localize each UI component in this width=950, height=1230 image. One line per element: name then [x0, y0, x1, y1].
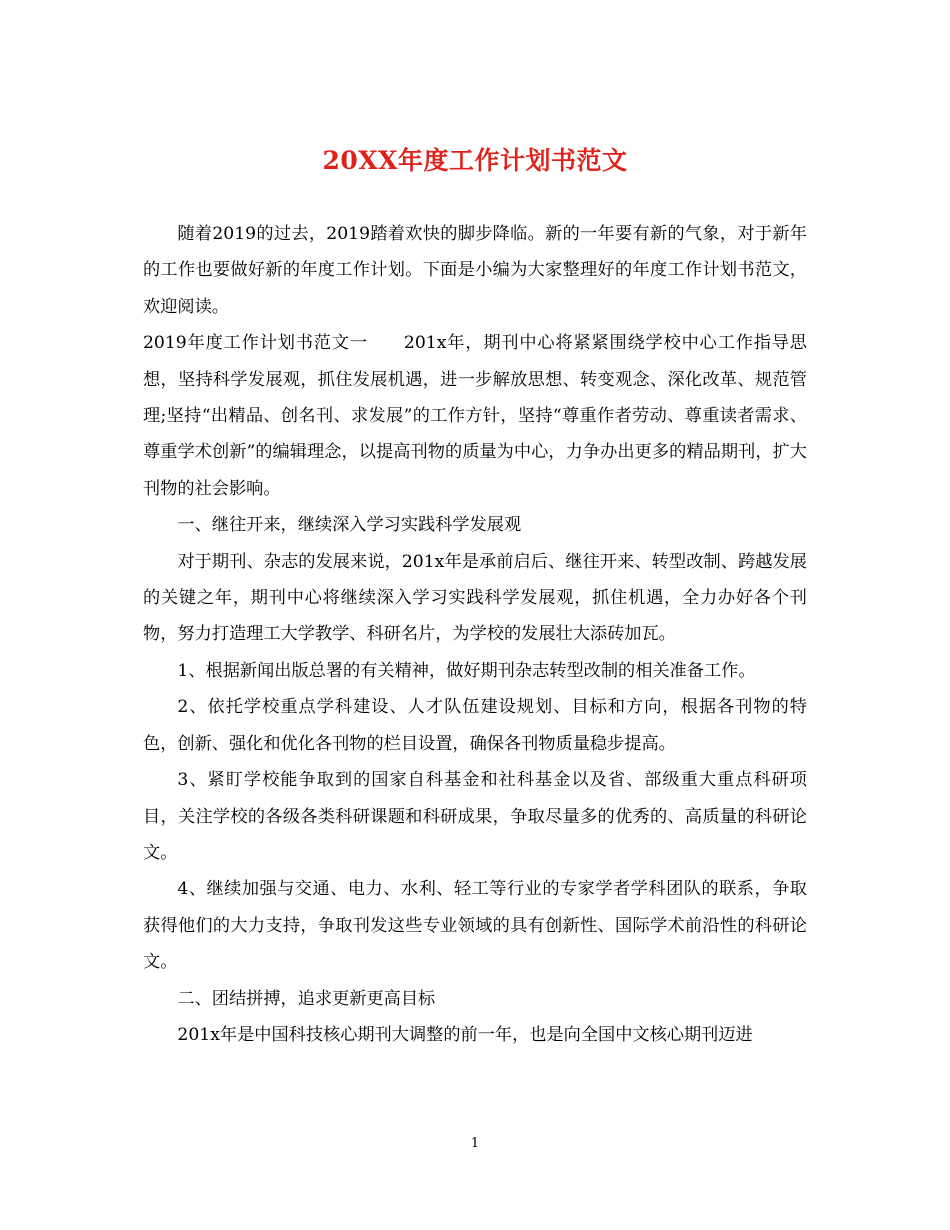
page-number: 1 [470, 1136, 480, 1151]
document-body [143, 216, 807, 1053]
section-heading-two: 二、团结拼搏，追求更新更高目标 [177, 988, 436, 1009]
paragraph-development: 对于期刊、杂志的发展来说，201x年是承前启后、继往开来、转型改制、跨越发展的关键之年，期刊中心将继续深入学习实践科学发展观，抓住机遇，全力办好各个刊物，努力打造理工大学教学、科研名片，为学校的发展壮大添砖加瓦。 [143, 551, 807, 645]
document-title: 20XX年度工作计划书范文 [322, 146, 628, 175]
paragraph-core-journal: 201x年是中国科技核心期刊大调整的前一年，也是向全国中文核心期刊迈进 [177, 1024, 753, 1045]
list-item-4: 4、继续加强与交通、电力、水利、轻工等行业的专家学者学科团队的联系，争取获得他们的大力支持，争取刊发这些专业领域的具有创新性、国际学术前沿性的科研论文。 [143, 879, 807, 973]
list-item-1: 1、根据新闻出版总署的有关精神，做好期刊杂志转型改制的相关准备工作。 [177, 660, 756, 681]
paragraph-intro: 随着2019的过去，2019踏着欢快的脚步降临。新的一年要有新的气象，对于新年的工作也要做好新的年度工作计划。下面是小编为大家整理好的年度工作计划书范文，欢迎阅读。 [143, 224, 807, 317]
section-heading-one: 一、继往开来，继续深入学习实践科学发展观 [177, 515, 522, 536]
list-item-2: 2、依托学校重点学科建设、人才队伍建设规划、目标和方向，根据各刊物的特色，创新、强化和优化各刊物的栏目设置，确保各刊物质量稳步提高。 [143, 697, 807, 754]
list-item-3: 3、紧盯学校能争取到的国家自科基金和社科基金以及省、部级重大重点科研项目，关注学校的各级各类科研课题和科研成果，争取尽量多的优秀的、高质量的科研论文。 [143, 770, 807, 863]
paragraph-plan-one: 2019年度工作计划书范文一 201x年，期刊中心将紧紧围绕学校中心工作指导思想，坚持科学发展观，抓住发展机遇，进一步解放思想、转变观念、深化改革、规范管理;坚持“出精品、创名刊、求发展”的工作方针，坚持“尊重作者劳动、尊重读者需求、尊重学术创新”的编辑理念，以提高刊物的质量为中心，力争办出更多的精品期刊，扩大刊物的社会影响。 [143, 333, 807, 499]
